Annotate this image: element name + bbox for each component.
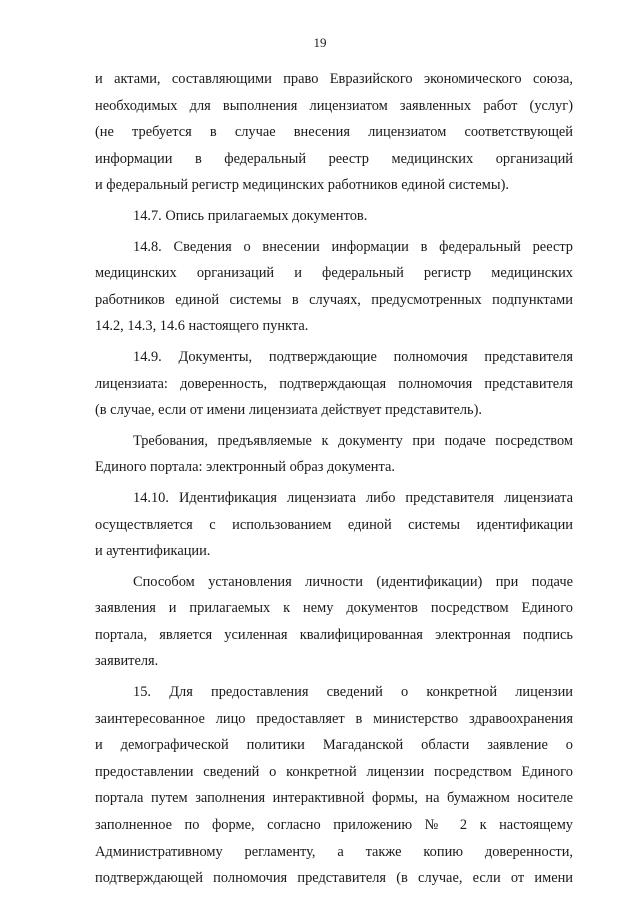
text-line: заполненное по форме, согласно приложению № 2 к настоящему <box>95 817 573 834</box>
text-line: информации в федеральный реестр медицинских организаций <box>95 150 573 167</box>
paragraph-14-10 <box>95 485 573 565</box>
text-line: Требования, предъявляемые к документу при подаче посредством <box>133 432 573 449</box>
document-body <box>95 66 573 892</box>
paragraph-14-7 <box>95 203 573 230</box>
text-line: Административному регламенту, а также копию доверенности, <box>95 843 573 860</box>
paragraph-14-8 <box>95 234 573 340</box>
paragraph-continuation <box>95 66 573 199</box>
paragraph-15 <box>95 679 573 892</box>
text-line: 15. Для предоставления сведений о конкретной лицензии <box>133 684 573 701</box>
paragraph-14-9 <box>95 344 573 424</box>
text-line: и федеральный регистр медицинских работников единой системы). <box>95 177 509 194</box>
text-line: Единого портала: электронный образ документа. <box>95 459 395 476</box>
text-line: осуществляется с использованием единой системы идентификации <box>95 516 573 533</box>
text-line: (в случае, если от имени лицензиата действует представитель). <box>95 402 483 419</box>
page-number: 19 <box>313 35 327 50</box>
text-line: и аутентификации. <box>95 543 211 560</box>
text-line: портала, является усиленная квалифицированная электронная подпись <box>95 626 573 643</box>
text-line: заинтересованное лицо предоставляет в министерство здравоохранения <box>95 710 573 727</box>
text-line: медицинских организаций и федеральный регистр медицинских <box>95 265 573 282</box>
text-line: 14.8. Сведения о внесении информации в федеральный реестр <box>133 238 573 255</box>
text-line: 14.9. Документы, подтверждающие полномочия представителя <box>133 348 573 365</box>
text-line: предоставлении сведений о конкретной лицензии посредством Единого <box>95 763 573 780</box>
text-line: Способом установления личности (идентификации) при подаче <box>133 573 573 590</box>
text-line: лицензиата: доверенность, подтверждающая полномочия представителя <box>95 375 573 392</box>
text-line: заявления и прилагаемых к нему документов посредством Единого <box>95 600 573 617</box>
text-line: подтверждающей полномочия представителя (в случае, если от имени <box>95 870 573 887</box>
text-line: 14.10. Идентификация лицензиата либо представителя лицензиата <box>133 489 573 506</box>
paragraph-requirements <box>95 428 573 481</box>
text-line: необходимых для выполнения лицензиатом заявленных работ (услуг) <box>95 97 573 114</box>
text-line: 14.2, 14.3, 14.6 настоящего пункта. <box>95 318 309 335</box>
text-line: и демографической политики Магаданской области заявление о <box>95 737 573 754</box>
paragraph-identification-method <box>95 569 573 675</box>
text-line: портала путем заполнения интерактивной формы, на бумажном носителе <box>95 790 573 807</box>
text-line: 14.7. Опись прилагаемых документов. <box>133 207 368 224</box>
text-line: заявителя. <box>95 653 159 670</box>
text-line: (не требуется в случае внесения лицензиатом соответствующей <box>95 124 573 141</box>
text-line: работников единой системы в случаях, предусмотренных подпунктами <box>95 291 573 308</box>
text-line: и актами, составляющими право Евразийского экономического союза, <box>95 71 573 87</box>
